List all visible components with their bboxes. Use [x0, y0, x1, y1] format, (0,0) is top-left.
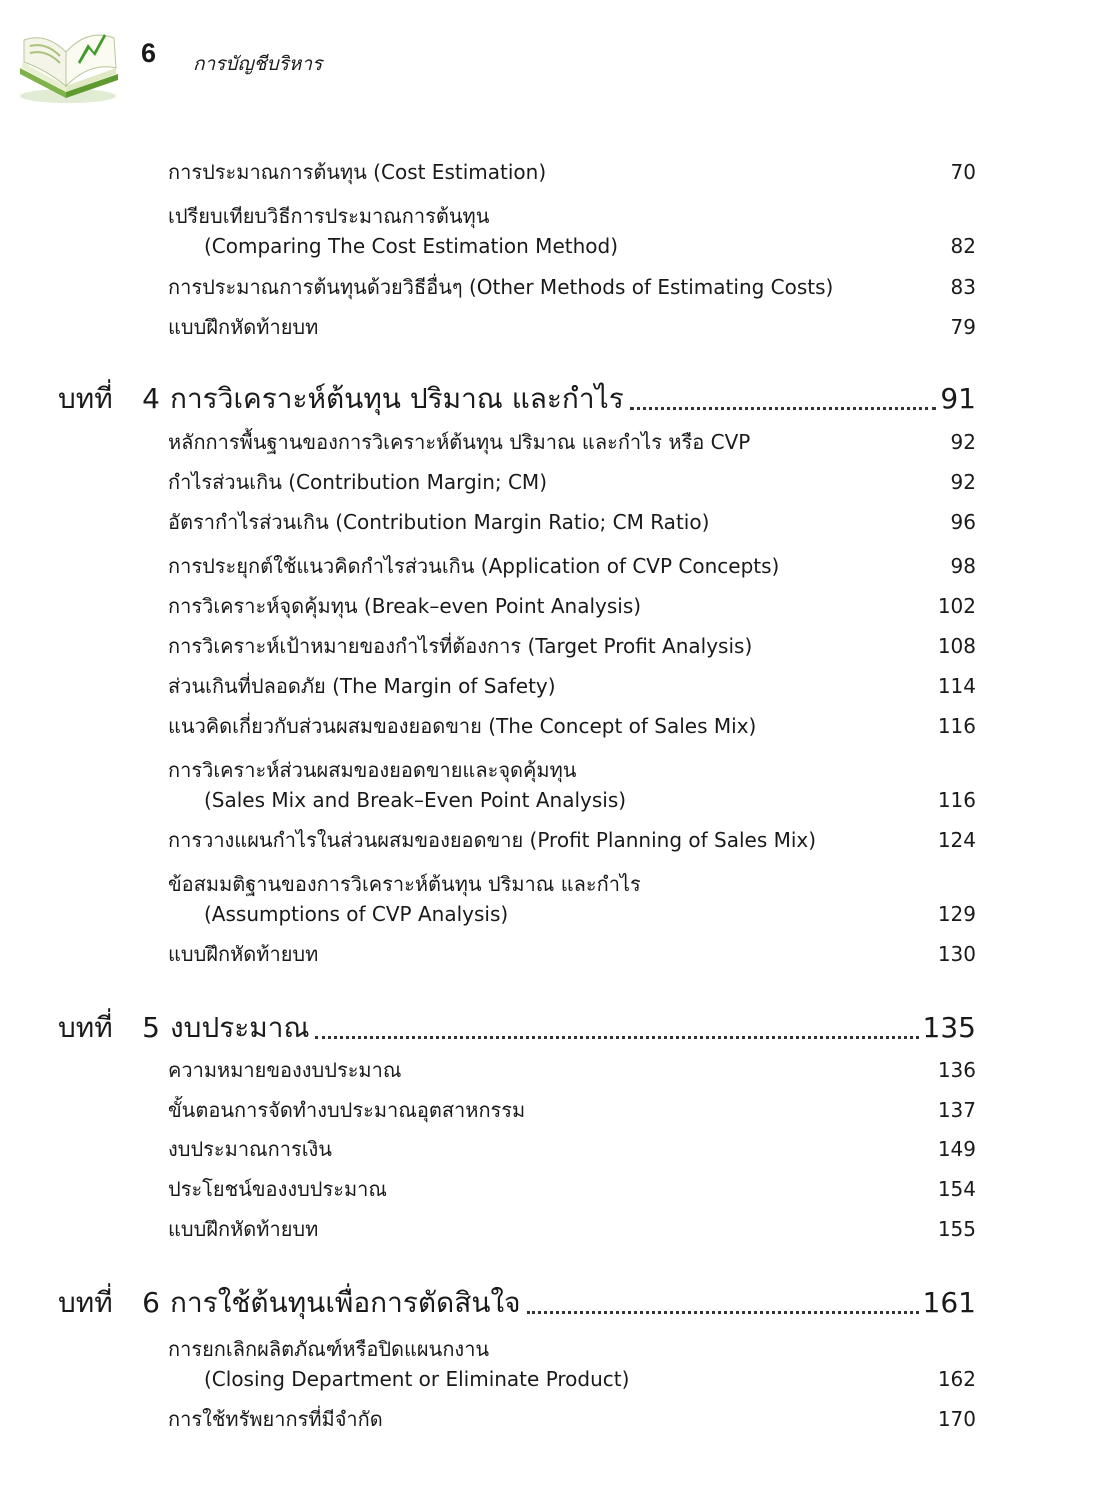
toc-entry [168, 671, 976, 701]
toc-page: 170 [937, 1407, 976, 1431]
toc-entry [168, 825, 976, 855]
toc-page: 82 [950, 234, 976, 258]
toc-page: 154 [937, 1177, 976, 1201]
toc-entry [168, 272, 976, 302]
toc-entry [168, 507, 976, 537]
toc-page: 92 [950, 470, 976, 494]
toc-page: 96 [950, 510, 976, 534]
toc-page: 155 [937, 1217, 976, 1241]
toc-title: การประยุกต์ใช้แนวคิดกำไรส่วนเกิน (Application of CVP Concepts) [168, 554, 780, 578]
chapter-page: 161 [922, 1286, 976, 1319]
toc-title: การวิเคราะห์จุดคุ้มทุน (Break–even Point Analysis) [168, 594, 642, 618]
toc-title: แบบฝึกหัดท้ายบท [168, 1217, 319, 1241]
chapter-page: 91 [940, 382, 976, 415]
toc-title: กำไรส่วนเกิน (Contribution Margin; CM) [168, 470, 547, 494]
toc-title: ส่วนเกินที่ปลอดภัย (The Margin of Safety) [168, 674, 556, 698]
toc-title: ความหมายของงบประมาณ [168, 1058, 402, 1082]
toc-entry [168, 427, 976, 457]
toc-title: เปรียบเทียบวิธีการประมาณการต้นทุน [168, 204, 490, 228]
page-header [0, 0, 1102, 120]
toc-title: แนวคิดเกี่ยวกับส่วนผสมของยอดขาย (The Concept of Sales Mix) [168, 714, 757, 738]
toc-page: 124 [937, 828, 976, 852]
toc-title: การใช้ทรัพยากรที่มีจำกัด [168, 1407, 383, 1431]
toc-entry [168, 467, 976, 497]
toc-entry [168, 631, 976, 661]
toc-entry [168, 1134, 976, 1164]
chapter-title: การใช้ต้นทุนเพื่อการตัดสินใจ [170, 1286, 521, 1319]
toc-entry [168, 551, 976, 581]
toc-page: 98 [950, 554, 976, 578]
toc-page: 114 [937, 674, 976, 698]
toc-title: งบประมาณการเงิน [168, 1137, 332, 1161]
toc-page: 79 [950, 315, 976, 339]
toc-title: การประมาณการต้นทุน (Cost Estimation) [168, 160, 547, 184]
toc-page: 116 [937, 714, 976, 738]
toc-entry [168, 755, 976, 815]
dot-leader [315, 1036, 918, 1039]
chapter-heading [58, 375, 976, 419]
chapter-number: 5 [142, 1011, 160, 1044]
toc-title: การยกเลิกผลิตภัณฑ์หรือปิดแผนกงาน [168, 1337, 490, 1361]
toc-entry [168, 1055, 976, 1085]
toc-entry [168, 711, 976, 741]
chapter-title: การวิเคราะห์ต้นทุน ปริมาณ และกำไร [170, 382, 624, 415]
toc-entry [168, 1214, 976, 1244]
toc-page: 162 [937, 1367, 976, 1391]
toc-page: 102 [937, 594, 976, 618]
toc-page: 83 [950, 275, 976, 299]
toc-title: แบบฝึกหัดท้ายบท [168, 315, 319, 339]
toc-page: 116 [937, 788, 976, 812]
toc-title: แบบฝึกหัดท้ายบท [168, 942, 319, 966]
chapter-number: 4 [142, 382, 160, 415]
toc-title: การวิเคราะห์ส่วนผสมของยอดขายและจุดคุ้มทุน [168, 758, 577, 782]
toc-title: หลักการพื้นฐานของการวิเคราะห์ต้นทุน ปริมาณ และกำไร หรือ CVP [168, 430, 751, 454]
chapter-title: งบประมาณ [170, 1011, 310, 1044]
page-number: 6 [141, 38, 157, 68]
toc-entry [168, 201, 976, 261]
chapter-heading [58, 1279, 976, 1323]
toc-page: 108 [937, 634, 976, 658]
chapter-label: บทที่ [58, 382, 113, 415]
toc-title: ประโยชน์ของงบประมาณ [168, 1177, 387, 1201]
toc-page: 70 [950, 160, 976, 184]
running-title: การบัญชีบริหาร [193, 53, 323, 75]
chapter-number: 6 [142, 1286, 160, 1319]
chapter-label: บทที่ [58, 1286, 113, 1319]
toc-title-line2: (Closing Department or Eliminate Product) [204, 1367, 630, 1391]
toc-entry [168, 869, 976, 929]
toc-entry [168, 312, 976, 342]
toc-title: ขั้นตอนการจัดทำงบประมาณอุตสาหกรรม [168, 1098, 526, 1122]
chapter-heading [58, 1004, 976, 1048]
toc-entry [168, 1334, 976, 1394]
toc-page: 129 [937, 902, 976, 926]
toc-entry [168, 157, 976, 187]
toc-entry [168, 1404, 976, 1434]
toc-entry [168, 1174, 976, 1204]
toc-entry [168, 1095, 976, 1125]
toc-title-line2: (Sales Mix and Break–Even Point Analysis) [204, 788, 627, 812]
toc-title: อัตรากำไรส่วนเกิน (Contribution Margin Ratio; CM Ratio) [168, 510, 710, 534]
toc-page: 149 [937, 1137, 976, 1161]
chapter-page: 135 [922, 1011, 976, 1044]
toc-title: การวางแผนกำไรในส่วนผสมของยอดขาย (Profit Planning of Sales Mix) [168, 828, 817, 852]
toc-page: 92 [950, 430, 976, 454]
toc-title: การประมาณการต้นทุนด้วยวิธีอื่นๆ (Other Methods of Estimating Costs) [168, 275, 834, 299]
toc-title-line2: (Assumptions of CVP Analysis) [204, 902, 509, 926]
chapter-label: บทที่ [58, 1011, 113, 1044]
toc-entry [168, 591, 976, 621]
open-book-icon [16, 22, 122, 106]
toc-page: 136 [937, 1058, 976, 1082]
dot-leader [630, 407, 937, 410]
toc-page: 130 [937, 942, 976, 966]
dot-leader [527, 1311, 919, 1314]
toc-title: ข้อสมมติฐานของการวิเคราะห์ต้นทุน ปริมาณ และกำไร [168, 872, 641, 896]
toc-title-line2: (Comparing The Cost Estimation Method) [204, 234, 618, 258]
toc-entry [168, 939, 976, 969]
toc-title: การวิเคราะห์เป้าหมายของกำไรที่ต้องการ (Target Profit Analysis) [168, 634, 753, 658]
toc-page: 137 [937, 1098, 976, 1122]
